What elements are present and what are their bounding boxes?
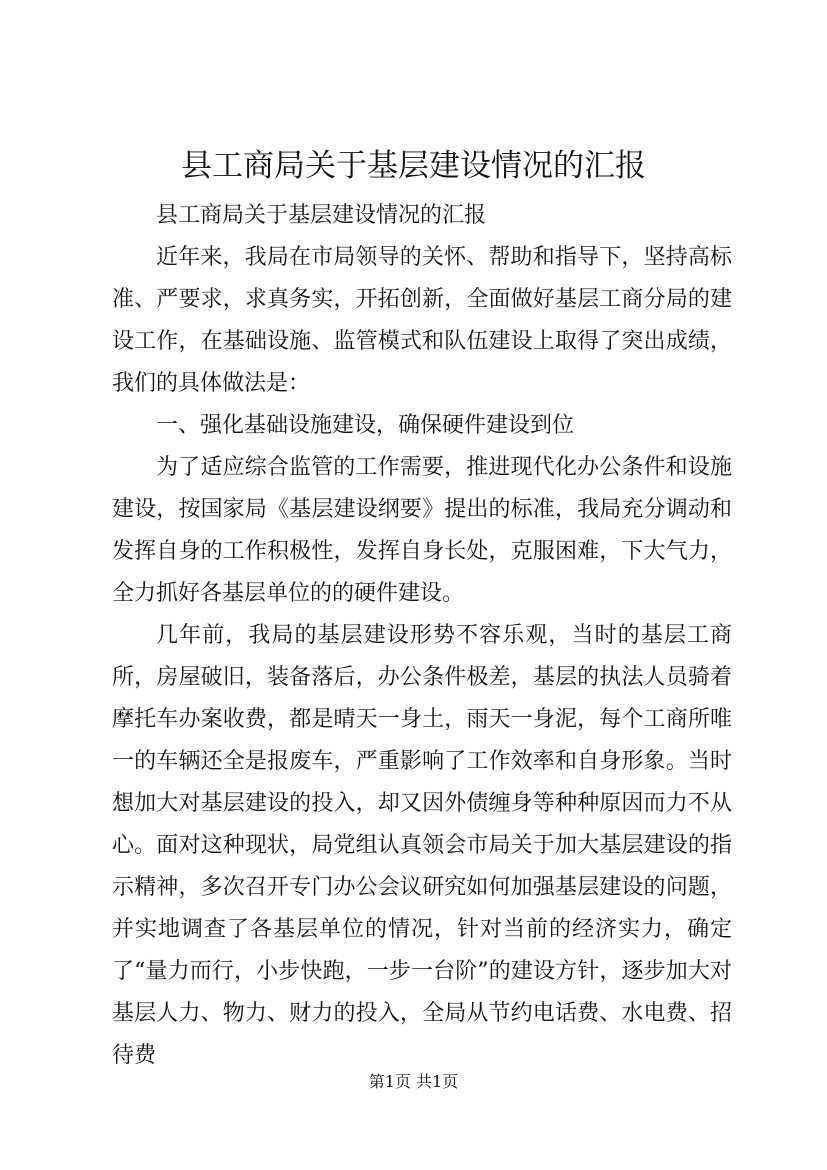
paragraph-intro: 近年来，我局在市局领导的关怀、帮助和指导下，坚持高标准、严要求，求真务实，开拓创新，全面做好基层工商分局的建设工作，在基础设施、监管模式和队伍建设上取得了突出成绩，我们的具体做法是： (112, 245, 732, 396)
paragraph-facilities: 为了适应综合监管的工作需要，推进现代化办公条件和设施建设，按国家局《基层建设纲要》提出的标准，我局充分调动和发挥自身的工作积极性，发挥自身长处，克服困难，下大气力，全力抓好各基层单位的的硬件建设。 (112, 455, 732, 606)
page-number-footer: 第1页 共1页 (368, 1072, 459, 1091)
section-heading-1: 一、强化基础设施建设，确保硬件建设到位 (156, 413, 575, 438)
document-body (112, 195, 732, 1077)
paragraph-history: 几年前，我局的基层建设形势不容乐观，当时的基层工商所，房屋破旧，装备落后，办公条件极差，基层的执法人员骑着摩托车办案收费，都是晴天一身土，雨天一身泥，每个工商所唯一的车辆还全是报废车，严重影响了工作效率和自身形象。当时想加大对基层建设的投入，却又因外债缠身等种种原因而力不从心。面对这种现状，局党组认真领会市局关于加大基层建设的指示精神，多次召开专门办公会议研究如何加强基层建设的问题，并实地调查了各基层单位的情况，针对当前的经济实力，确定了“量力而行，小步快跑，一步一台阶”的建设方针，逐步加大对基层人力、物力、财力的投入，全局从节约电话费、水电费、招待费 (112, 623, 732, 1068)
paragraph-subtitle: 县工商局关于基层建设情况的汇报 (156, 203, 487, 228)
document-title: 县工商局关于基层建设情况的汇报 (181, 148, 646, 184)
